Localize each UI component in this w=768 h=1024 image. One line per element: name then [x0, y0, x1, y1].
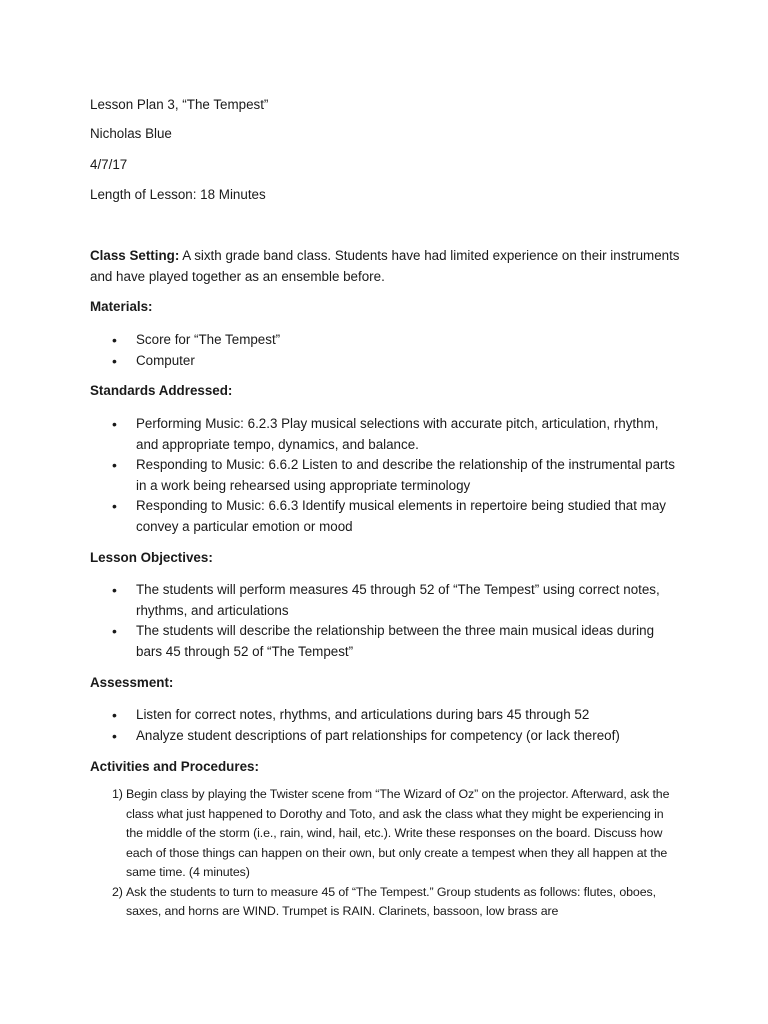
lesson-title: Lesson Plan 3, “The Tempest” [90, 97, 269, 112]
list-item: • Listen for correct notes, rhythms, and articulations during bars 45 through 52 [90, 705, 680, 726]
list-item [90, 883, 680, 922]
step-text: Ask the students to turn to measure 45 of “The Tempest.” Group students as follows: flutes, oboes, saxes, and horns are WIND. Trumpet is RAIN. Clarinets, bassoon, low brass are [126, 884, 656, 918]
list-item: • Score for “The Tempest” [90, 330, 680, 351]
standards-list [90, 414, 680, 537]
list-item: • Performing Music: 6.2.3 Play musical selections with accurate pitch, articulation, rhythm, and appropriate tempo, dynamics, and balance. [90, 414, 680, 455]
lesson-length: Length of Lesson: 18 Minutes [90, 187, 266, 202]
assessment-list [90, 705, 680, 746]
list-item: • Responding to Music: 6.6.3 Identify musical elements in repertoire being studied that may convey a particular emotion or mood [90, 496, 680, 537]
list-item: • Analyze student descriptions of part relationships for competency (or lack thereof) [90, 726, 680, 747]
list-item: • Computer [90, 351, 680, 372]
activities-heading: Activities and Procedures: [90, 759, 259, 774]
objectives-list [90, 580, 680, 662]
list-item: • The students will describe the relationship between the three main musical ideas during bars 45 through 52 of “The Tempest” [90, 621, 680, 662]
materials-heading: Materials: [90, 299, 153, 314]
class-setting-paragraph [90, 245, 680, 287]
list-item: • Responding to Music: 6.6.2 Listen to and describe the relationship of the instrumental parts in a work being rehearsed using appropriate terminology [90, 455, 680, 496]
standards-heading: Standards Addressed: [90, 383, 233, 398]
objectives-heading: Lesson Objectives: [90, 550, 213, 565]
activities-list [90, 785, 680, 922]
step-text: Begin class by playing the Twister scene from “The Wizard of Oz” on the projector. Afterward, ask the class what just happened to Dorothy and Toto, and ask the class what they might be experiencing in the middle of the storm (i.e., rain, wind, hail, etc.). Write these responses on the board. Discuss how each of those things can happen on their own, but only create a tempest when they all happen at the same time. (4 minutes) [126, 787, 670, 879]
list-item: • The students will perform measures 45 through 52 of “The Tempest” using correct notes, rhythms, and articulations [90, 580, 680, 621]
assessment-heading: Assessment: [90, 675, 174, 690]
class-setting-label: Class Setting: [90, 248, 180, 263]
lesson-date: 4/7/17 [90, 157, 128, 172]
materials-list [90, 330, 680, 371]
author-name: Nicholas Blue [90, 126, 172, 141]
step-number: 1) [112, 787, 123, 801]
step-number: 2) [112, 884, 123, 899]
list-item [90, 785, 680, 883]
class-setting-text: A sixth grade band class. Students have had limited experience on their instruments and have played together as an ensemble before. [90, 248, 680, 284]
